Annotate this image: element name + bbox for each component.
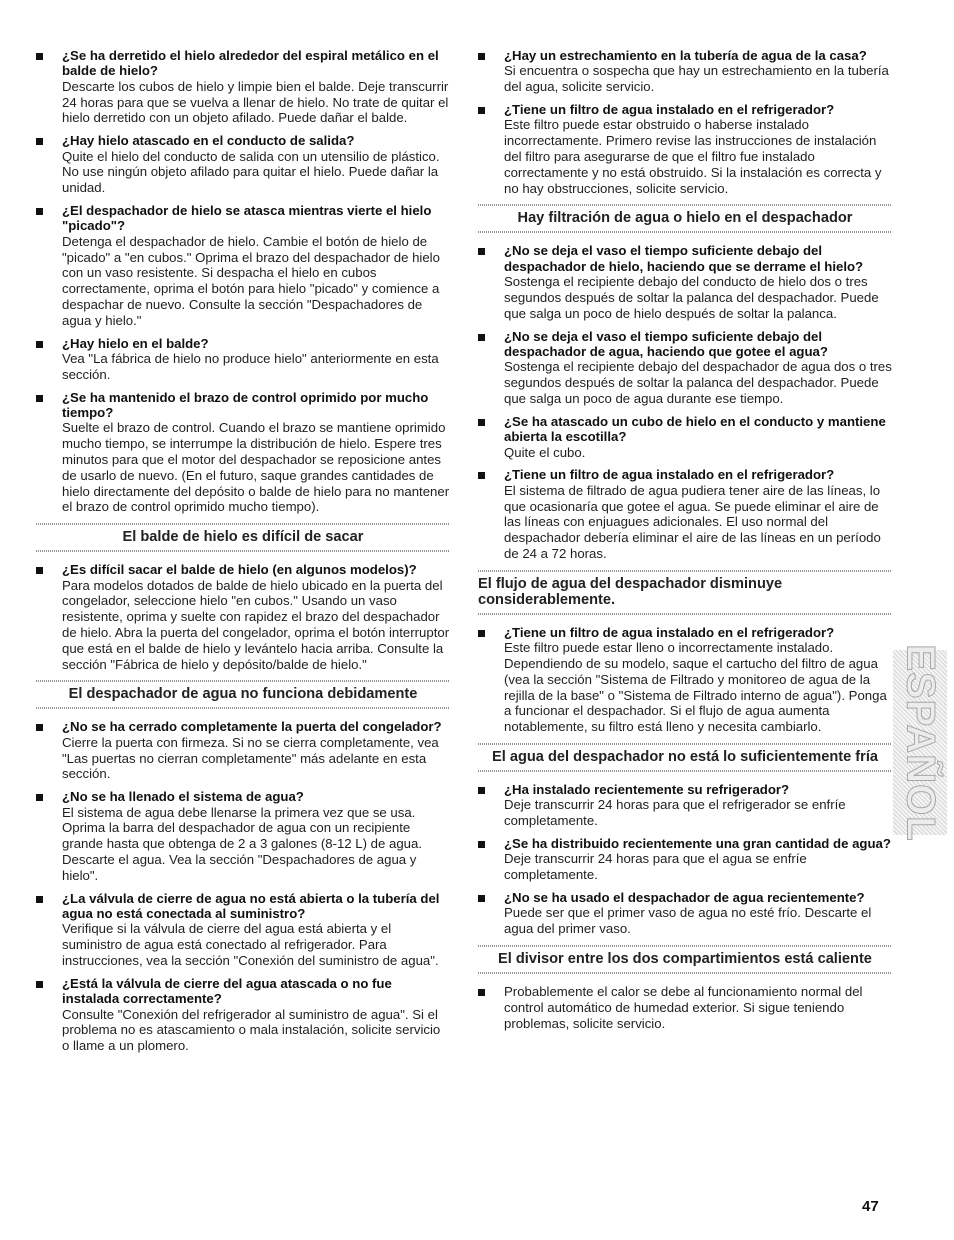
question-text: ¿Hay un estrechamiento en la tubería de agua de la casa? <box>504 48 867 63</box>
square-bullet-icon <box>36 794 43 801</box>
answer-text: Detenga el despachador de hielo. Cambie el botón de hielo de "picado" a "en cubos." Oprima el brazo del despachador de hielo con un vaso resistente. Si despacha el hielo en cubos correctamente, oprima el botón para hielo "picado" y comience a despachar de nuevo. Consulte la sección "Despachadores de agua y hielo." <box>62 233 440 328</box>
square-bullet-icon <box>478 989 485 996</box>
question-item <box>478 102 892 196</box>
section-title: El balde de hielo es difícil de sacar <box>122 529 364 546</box>
answer-text: Puede ser que el primer vaso de agua no esté frío. Descarte el agua del primer vaso. <box>504 905 872 937</box>
square-bullet-icon <box>36 341 43 348</box>
question-text: ¿El despachador de hielo se atasca mientras vierte el hielo "picado"? <box>62 203 432 234</box>
section-rule-top <box>478 570 892 572</box>
section-title: El divisor entre los dos compartimientos está caliente <box>498 950 872 967</box>
question-text: ¿Se ha distribuido recientemente una gran cantidad de agua? <box>504 835 891 851</box>
question-item <box>36 891 450 969</box>
section-rule-top <box>478 945 892 947</box>
question-item <box>478 414 892 461</box>
section-rule-bottom <box>36 707 450 709</box>
answer-text: Sostenga el recipiente debajo del despachador de agua dos o tres segundos después de soltar la palanca del despachador. Puede que salga un poco de agua durante ese tiempo. <box>504 359 892 406</box>
section-title: Hay filtración de agua o hielo en el despachador <box>517 210 853 227</box>
question-item <box>36 390 450 516</box>
language-tab-label: ESPAÑOL <box>898 643 943 842</box>
question-text: ¿La válvula de cierre de agua no está abierta o la tubería del agua no está conectada al suministro? <box>62 890 440 921</box>
square-bullet-icon <box>36 53 43 60</box>
question-item <box>36 719 450 782</box>
square-bullet-icon <box>36 208 43 215</box>
section-rule-top <box>478 743 892 745</box>
right-top-items <box>478 48 892 196</box>
answer-text: Probablemente el calor se debe al funcionamiento normal del control automático de humedad exterior. Si sigue teniendo problemas, solicite servicio. <box>504 983 863 1031</box>
question-item <box>36 336 450 383</box>
square-bullet-icon <box>478 334 485 341</box>
question-text: ¿Tiene un filtro de agua instalado en el refrigerador? <box>504 624 835 640</box>
square-bullet-icon <box>36 395 43 402</box>
square-bullet-icon <box>36 138 43 145</box>
question-item <box>36 48 450 126</box>
answer-text: Sostenga el recipiente debajo del conducto de hielo dos o tres segundos después de soltar la palanca del despachador. Puede que salga un poco de hielo después de soltar la palanca. <box>504 274 879 321</box>
section-rule-bottom <box>478 770 892 772</box>
question-text: ¿Está la válvula de cierre del agua atascada o no fue instalada correctamente? <box>62 975 392 1007</box>
answer-text: Cierre la puerta con firmeza. Si no se cierra completamente, vea "Las puertas no cierran completamente" más adelante en esta sección. <box>62 734 439 782</box>
question-text: ¿No se deja el vaso el tiempo suficiente debajo del despachador de hielo, haciendo que se derrame el hielo? <box>504 243 864 274</box>
question-item <box>36 133 450 196</box>
question-item <box>478 782 892 829</box>
language-side-tab <box>893 643 947 842</box>
question-text: ¿No se ha llenado el sistema de agua? <box>62 789 304 805</box>
question-text: ¿No se ha cerrado completamente la puerta del congelador? <box>62 719 442 735</box>
square-bullet-icon <box>36 981 43 988</box>
section-title: El flujo de agua del despachador disminuye considerablemente. <box>478 575 783 608</box>
section-flow <box>478 570 892 615</box>
square-bullet-icon <box>478 53 485 60</box>
question-text: ¿Hay hielo atascado en el conducto de salida? <box>62 133 355 149</box>
answer-text: Deje transcurrir 24 horas para que el agua se enfríe completamente. <box>504 851 807 883</box>
question-item <box>36 203 450 329</box>
question-text: ¿Se ha derretido el hielo alrededor del espiral metálico en el balde de hielo? <box>62 48 439 79</box>
section-title: El despachador de agua no funciona debidamente <box>68 686 418 703</box>
square-bullet-icon <box>478 472 485 479</box>
answer-text: El sistema de agua debe llenarse la primera vez que se usa. Oprima la barra del despachador de agua con un recipiente grande hasta que obtenga de 2 a 3 galones (8-12 L) de agua. Descarte el agua. Vea la sección "Despachadores de agua y hielo". <box>62 804 423 883</box>
square-bullet-icon <box>478 107 485 114</box>
answer-text: Este filtro puede estar lleno o incorrectamente instalado. Dependiendo de su modelo, saque el cartucho del filtro de agua (vea la sección "Sistema de Filtrado y monitoreo de agua de la rejilla de la base" o "Sistema de Filtrado interno de agua"). Ponga a funcionar el despachador. Si el flujo de agua aumenta notablemente, su filtro está lleno y necesita cambiarlo. <box>504 640 887 735</box>
question-text: ¿No se deja el vaso el tiempo suficiente debajo del despachador de agua, haciendo que gotee el agua? <box>504 328 828 359</box>
answer-text: Quite el cubo. <box>504 444 586 460</box>
section-title: El agua del despachador no está lo suficientemente fría <box>491 748 879 765</box>
square-bullet-icon <box>478 841 485 848</box>
answer-text: Verifique si la válvula de cierre del agua está abierta y el suministro de agua está conectado al refrigerador. Para instrucciones, vea la sección "Conexión del suministro de agua". <box>62 921 439 968</box>
answer-text: Quite el hielo del conducto de salida con un utensilio de plástico. No use ningún objeto afilado para quitar el hielo. Puede dañar la unidad. <box>62 148 440 196</box>
answer-text: Descarte los cubos de hielo y limpie bien el balde. Deje transcurrir 24 horas para que se vuelva a llenar de hielo. No trate de quitar el hielo derretido con un objeto afilado. Puede dañar el balde. <box>62 78 449 126</box>
square-bullet-icon <box>478 248 485 255</box>
question-item <box>36 976 450 1054</box>
not-cold-items <box>478 782 892 937</box>
question-text: ¿Ha instalado recientemente su refrigerador? <box>504 781 790 797</box>
answer-text: El sistema de filtrado de agua pudiera tener aire de las líneas, lo que ocasionaría que gotee el agua. Se puede eliminar el aire de las líneas con enjuagues adicionales. El uso normal del despachador debería eliminar el aire de las líneas en un período de 24 a 72 horas. <box>504 482 881 561</box>
section-not-cold <box>478 743 892 772</box>
question-item <box>478 625 892 735</box>
square-bullet-icon <box>36 724 43 731</box>
divider-warm-items <box>478 984 892 1031</box>
square-bullet-icon <box>478 419 485 426</box>
question-text: ¿Se ha atascado un cubo de hielo en el conducto y mantiene abierta la escotilla? <box>504 413 886 445</box>
section-rule-top <box>478 204 892 206</box>
question-text: ¿Tiene un filtro de agua instalado en el refrigerador? <box>504 467 835 483</box>
section-rule-bottom <box>478 231 892 233</box>
question-text: ¿No se ha usado el despachador de agua recientemente? <box>504 889 865 905</box>
answer-text: Para modelos dotados de balde de hielo ubicado en la puerta del congelador, seleccione hielo "en cubos." Usando un vaso resistente, oprima y suelte con rapidez el brazo del despachador de hielo. Abra la puerta del congelador, oprima el botón interruptor que está en el balde de hielo y levántelo hacia arriba. Consulte la sección "Fábrica de hielo y depósito/balde de hielo." <box>62 577 450 672</box>
answer-text: Suelte el brazo de control. Cuando el brazo se mantiene oprimido mucho tiempo, se interrumpe la distribución de hielo. Espere tres minutos para que el motor del despachador se reposicione antes de usarlo de nuevo. (En el futuro, saque grandes cantidades de hielo directamente del depósito o balde de hielo para no mantener el brazo de control oprimido mucho tiempo). <box>62 420 450 515</box>
section-leak <box>478 204 892 233</box>
left-top-items <box>36 48 450 515</box>
right-column <box>478 48 892 1038</box>
question-item <box>478 243 892 321</box>
answer-text: Consulte "Conexión del refrigerador al suministro de agua". Si el problema no es atascamiento o mala instalación, solicite servicio o llame a un plomero. <box>62 1006 441 1054</box>
flow-items <box>478 625 892 735</box>
question-text: ¿Hay hielo en el balde? <box>62 335 209 351</box>
question-text: ¿Se ha mantenido el brazo de control oprimido por mucho tiempo? <box>62 389 429 420</box>
answer-text: Si encuentra o sospecha que hay un estrechamiento en la tubería del agua, solicite servicio. <box>504 63 889 95</box>
page-number: 47 <box>862 1198 879 1215</box>
answer-text: Vea "La fábrica de hielo no produce hielo" anteriormente en esta sección. <box>62 351 439 382</box>
section-water-dispenser <box>36 680 450 709</box>
question-item <box>36 562 450 672</box>
question-item <box>478 48 892 95</box>
question-item <box>478 329 892 407</box>
square-bullet-icon <box>36 567 43 574</box>
section-ice-bin-removal <box>36 523 450 552</box>
section-rule-top <box>36 680 450 682</box>
answer-text: Este filtro puede estar obstruido o haberse instalado incorrectamente. Primero revise las instrucciones de instalación del filtro para asegurarse de que el filtro fue instalado correctamente y no está obstruido. Si la instalación es correcta y no hay obstrucciones, solicite servicio. <box>504 117 882 196</box>
question-item <box>36 789 450 883</box>
question-text: ¿Tiene un filtro de agua instalado en el refrigerador? <box>504 102 835 117</box>
square-bullet-icon <box>36 896 43 903</box>
leak-items <box>478 243 892 561</box>
section-divider-warm <box>478 945 892 974</box>
answer-text: Deje transcurrir 24 horas para que el refrigerador se enfríe completamente. <box>504 797 846 829</box>
section-rule-bottom <box>478 613 892 615</box>
question-item <box>478 836 892 883</box>
ice-bin-items <box>36 562 450 672</box>
question-text: ¿Es difícil sacar el balde de hielo (en algunos modelos)? <box>62 562 417 578</box>
section-rule-top <box>36 523 450 525</box>
left-column <box>36 48 450 1061</box>
section-rule-bottom <box>36 550 450 552</box>
question-item <box>478 984 892 1031</box>
square-bullet-icon <box>478 787 485 794</box>
square-bullet-icon <box>478 630 485 637</box>
question-item <box>478 890 892 937</box>
section-rule-bottom <box>478 972 892 974</box>
water-dispenser-items <box>36 719 450 1054</box>
question-item <box>478 467 892 561</box>
square-bullet-icon <box>478 895 485 902</box>
